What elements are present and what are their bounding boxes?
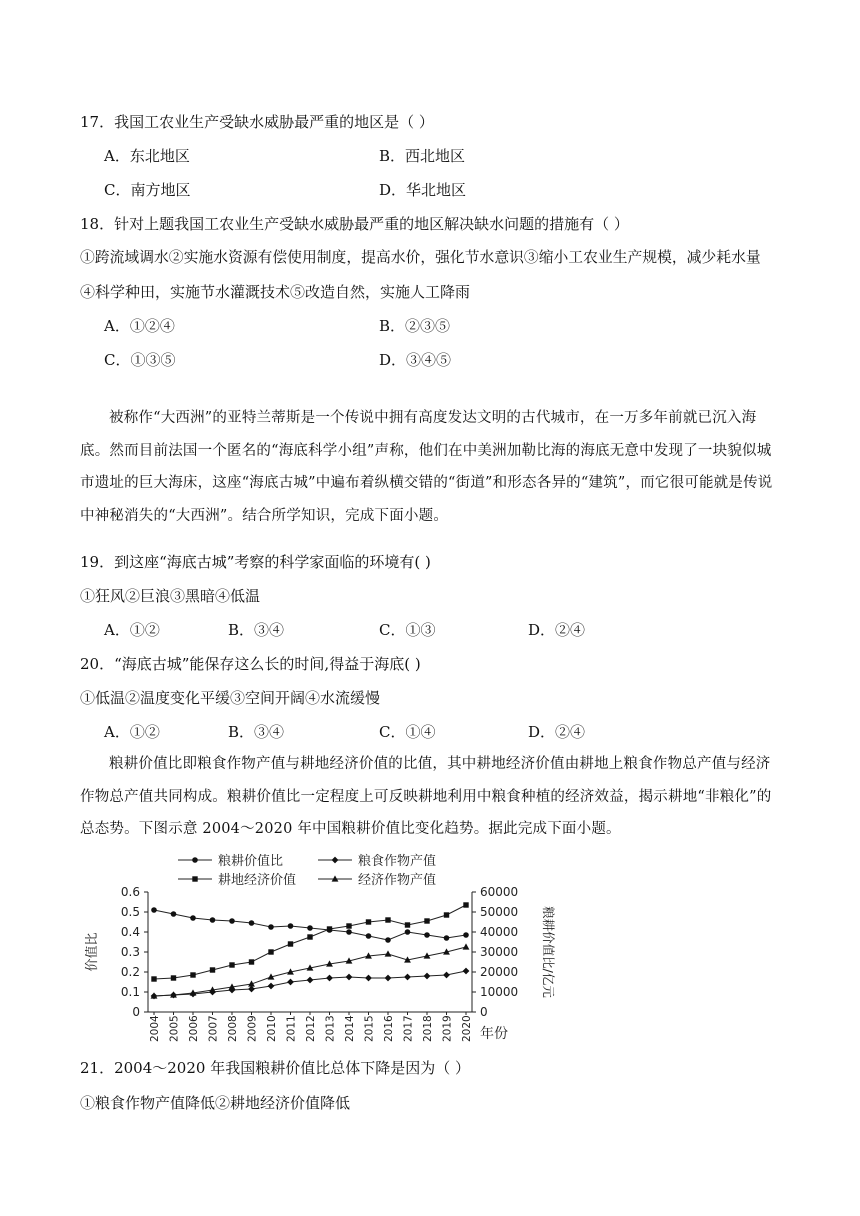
q19-option-b: B．③④	[228, 621, 285, 639]
data-point	[404, 974, 411, 981]
data-point	[424, 918, 429, 923]
data-point	[405, 922, 410, 927]
right-tick-label: 20000	[480, 965, 519, 979]
data-point	[405, 929, 411, 935]
data-point	[210, 967, 215, 972]
left-tick-label: 0.4	[120, 925, 140, 939]
right-tick-label: 40000	[480, 925, 519, 939]
x-tick-label: 2004	[149, 1015, 161, 1042]
q18-option-d: D．③④⑤	[379, 351, 452, 369]
x-tick-label: 2008	[227, 1015, 239, 1042]
legend-label: 经济作物产值	[358, 873, 437, 888]
q19-option-d: D．②④	[528, 621, 586, 639]
data-point	[288, 923, 294, 929]
data-point	[385, 975, 392, 982]
data-point	[424, 932, 430, 938]
data-point	[463, 968, 470, 975]
data-point	[366, 919, 371, 924]
x-tick-label: 2007	[207, 1015, 220, 1042]
data-point	[443, 972, 450, 979]
x-tick-label: 2011	[285, 1015, 298, 1042]
data-point	[229, 962, 234, 967]
q21-stem: 21．2004～2020 年我国粮耕价值比总体下降是因为（ ）	[80, 1059, 470, 1077]
left-tick-label: 0.2	[120, 965, 140, 979]
data-point	[307, 977, 314, 984]
q18-measures-line1: ①跨流域调水②实施水资源有偿使用制度，提高水价，强化节水意识③缩小工农业生产规模，减少耗水量	[80, 249, 761, 266]
left-tick-label: 0	[132, 1005, 140, 1019]
data-point	[385, 950, 392, 956]
data-point	[346, 923, 351, 928]
data-point	[248, 986, 255, 993]
right-tick-label: 0	[480, 1005, 488, 1019]
q18-option-c: C．①③⑤	[104, 351, 176, 369]
data-point	[366, 933, 372, 939]
q17-option-c: C．南方地区	[104, 181, 191, 199]
data-point	[332, 857, 339, 864]
grain-value-ratio-chart	[82, 848, 556, 1044]
left-axis-label: 价值比	[85, 932, 100, 972]
q18-measures-line2: ④科学种田，实施节水灌溉技术⑤改造自然，实施人工降雨	[80, 283, 471, 301]
data-point	[190, 915, 196, 921]
x-tick-label: 2020	[461, 1015, 473, 1042]
data-point	[463, 902, 468, 907]
data-point	[444, 935, 450, 941]
data-point	[463, 943, 470, 949]
data-point	[444, 912, 449, 917]
data-point	[307, 925, 313, 931]
x-tick-label: 2016	[383, 1015, 395, 1042]
data-point	[192, 857, 198, 863]
left-tick-label: 0.6	[120, 885, 140, 899]
x-tick-label: 2019	[441, 1015, 454, 1042]
data-point	[249, 920, 255, 926]
x-tick-label: 2013	[324, 1015, 337, 1042]
q20-option-c: C．①④	[379, 723, 436, 741]
series-line	[154, 947, 466, 996]
x-tick-label: 2014	[344, 1015, 356, 1042]
left-tick-label: 0.5	[120, 905, 140, 919]
passage-atlantis: 被称作“大西洲”的亚特兰蒂斯是一个传说中拥有高度发达文明的古代城市，在一万多年前就已沉入海底。然而目前法国一个匿名的“海底科学小组”声称，他们在中美洲加勒比海的海底无意中发现了一块貌似城市遗址的巨大海床，这座“海底古城”中遍布着纵横交错的“街道”和形态各异的“建筑”，而它很可能就是传说中神秘消失的“大西洲”。结合所学知识，完成下面小题。	[80, 410, 773, 524]
q17-option-d: D．华北地区	[379, 181, 467, 199]
data-point	[268, 983, 275, 990]
left-tick-label: 0.3	[120, 945, 140, 959]
data-point	[346, 929, 352, 935]
data-point	[229, 918, 235, 924]
data-point	[192, 876, 197, 881]
data-point	[307, 934, 312, 939]
data-point	[463, 932, 469, 938]
data-point	[249, 959, 254, 964]
q21-factors: ①粮食作物产值降低②耕地经济价值降低	[80, 1094, 351, 1112]
data-point	[190, 972, 195, 977]
right-tick-label: 10000	[480, 985, 519, 999]
x-tick-label: 2017	[402, 1015, 415, 1042]
x-tick-label: 2005	[168, 1015, 181, 1042]
q20-option-d: D．②④	[528, 723, 586, 741]
q19-option-a: A．①②	[104, 621, 160, 639]
q17-stem: 17．我国工农业生产受缺水威胁最严重的地区是（ ）	[80, 113, 434, 131]
data-point	[151, 907, 157, 913]
right-axis-label: 粮耕价值比/亿元	[541, 906, 556, 998]
q18-option-a: A．①②④	[104, 317, 175, 335]
q19-stem: 19．到这座“海底古城”考察的科学家面临的环境有( )	[80, 553, 431, 571]
x-axis-label: 年份	[480, 1026, 508, 1042]
right-tick-label: 60000	[480, 885, 519, 899]
q17-option-b: B．西北地区	[379, 147, 466, 165]
legend-label: 耕地经济价值	[218, 873, 297, 888]
q17-option-a: A．东北地区	[104, 147, 190, 165]
data-point	[287, 979, 294, 986]
data-point	[327, 926, 332, 931]
data-point	[288, 941, 293, 946]
q20-stem: 20．“海底古城”能保存这么长的时间,得益于海底( )	[80, 655, 421, 673]
data-point	[385, 917, 390, 922]
left-tick-label: 0.1	[120, 985, 140, 999]
legend-label: 粮耕价值比	[218, 854, 284, 869]
x-tick-label: 2012	[305, 1015, 317, 1042]
data-point	[171, 975, 176, 980]
data-point	[346, 974, 353, 981]
data-point	[268, 924, 274, 930]
x-tick-label: 2006	[188, 1015, 200, 1042]
x-tick-label: 2015	[363, 1015, 376, 1042]
data-point	[268, 949, 273, 954]
x-tick-label: 2018	[422, 1015, 434, 1042]
right-tick-label: 30000	[480, 945, 519, 959]
data-point	[385, 937, 391, 943]
data-point	[424, 973, 431, 980]
data-point	[365, 975, 372, 982]
right-tick-label: 50000	[480, 905, 519, 919]
data-point	[210, 917, 216, 923]
x-tick-label: 2010	[266, 1015, 278, 1042]
q19-conditions: ①狂风②巨浪③黑暗④低温	[80, 587, 261, 605]
data-point	[326, 975, 333, 982]
q20-option-a: A．①②	[104, 723, 160, 741]
q20-conditions: ①低温②温度变化平缓③空间开阔④水流缓慢	[80, 689, 381, 707]
passage-grain-ratio: 粮耕价值比即粮食作物产值与耕地经济价值的比值，其中耕地经济价值由耕地上粮食作物总产值与经济作物总产值共同构成。粮耕价值比一定程度上可反映耕地利用中粮食种植的经济效益，揭示耕地“非粮化”的总态势。下图示意 2004～2020 年中国粮耕价值比变化趋势。据此完成下面小题。	[80, 756, 772, 837]
legend-label: 粮食作物产值	[358, 854, 437, 869]
data-point	[171, 911, 177, 917]
x-tick-label: 2009	[246, 1015, 259, 1042]
data-point	[151, 976, 156, 981]
q20-option-b: B．③④	[228, 723, 285, 741]
q18-stem: 18．针对上题我国工农业生产受缺水威胁最严重的地区解决缺水问题的措施有（ ）	[80, 215, 629, 233]
q18-option-b: B．②③⑤	[379, 317, 451, 335]
q19-option-c: C．①③	[379, 621, 436, 639]
